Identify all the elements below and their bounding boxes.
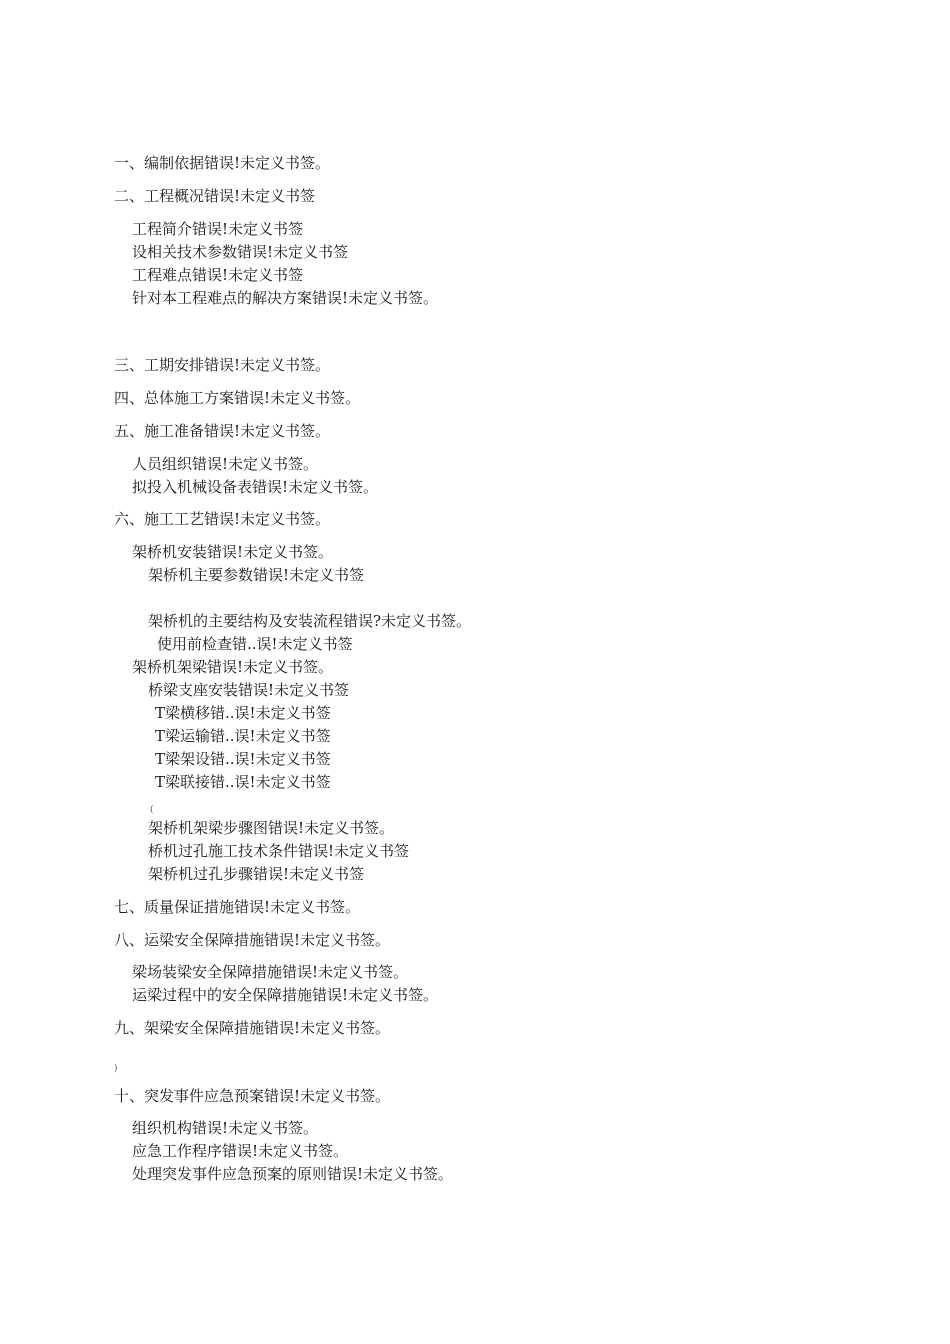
toc-entry: 三、工期安排错误!未定义书签。 — [114, 356, 331, 374]
toc-entry: 四、总体施工方案错误!未定义书签。 — [114, 389, 361, 407]
toc-entry: 处理突发事件应急预案的原则错误!未定义书签。 — [132, 1165, 454, 1183]
toc-entry: 工程难点错误!未定义书签 — [132, 266, 304, 284]
toc-entry: 七、质量保证措施错误!未定义书签。 — [114, 898, 361, 916]
toc-entry: 拟投入机械设备表错误!未定义书签。 — [132, 478, 379, 496]
stray-mark: ( — [150, 805, 154, 815]
toc-entry: 桥机过孔施工技术条件错误!未定义书签 — [148, 842, 410, 860]
toc-entry: 架桥机主要参数错误!未定义书签 — [148, 566, 365, 584]
toc-entry: 架桥机架梁步骤图错误!未定义书签。 — [148, 819, 395, 837]
toc-entry: 十、突发事件应急预案错误!未定义书签。 — [114, 1087, 391, 1105]
toc-entry: 架桥机架梁错误!未定义书签。 — [132, 658, 334, 676]
toc-entry: 五、施工准备错误!未定义书签。 — [114, 422, 331, 440]
toc-entry: T梁联接错..误!未定义书签 — [155, 773, 331, 791]
toc-entry: T梁运输错..误!未定义书签 — [155, 727, 331, 745]
toc-entry: 梁场装梁安全保障措施错误!未定义书签。 — [132, 963, 409, 981]
toc-entry: 人员组织错误!未定义书签。 — [132, 455, 319, 473]
toc-entry: 针对本工程难点的解决方案错误!未定义书签。 — [132, 289, 439, 307]
toc-entry: 应急工作程序错误!未定义书签。 — [132, 1142, 349, 1160]
toc-entry: 组织机构错误!未定义书签。 — [132, 1119, 319, 1137]
toc-entry: 运梁过程中的安全保障措施错误!未定义书签。 — [132, 986, 439, 1004]
toc-entry: 九、架梁安全保障措施错误!未定义书签。 — [114, 1019, 391, 1037]
toc-entry: 桥梁支座安装错误!未定义书签 — [148, 681, 350, 699]
toc-entry: 八、运梁安全保障措施错误!未定义书签。 — [114, 931, 391, 949]
toc-entry: 使用前检查错..误!未定义书签 — [157, 635, 353, 653]
toc-entry: 架桥机过孔步骤错误!未定义书签 — [148, 865, 365, 883]
stray-mark: ) — [114, 1064, 118, 1074]
toc-entry: 一、编制依据错误!未定义书签。 — [114, 154, 331, 172]
toc-entry: 工程简介错误!未定义书签 — [132, 220, 304, 238]
toc-entry: 架桥机的主要结构及安装流程错误?未定义书签。 — [148, 612, 472, 630]
toc-entry: 设相关技术参数错误!未定义书签 — [132, 243, 349, 261]
toc-entry: 架桥机安装错误!未定义书签。 — [132, 543, 334, 561]
toc-entry: T梁横移错..误!未定义书签 — [155, 704, 331, 722]
toc-entry: T梁架设错..误!未定义书签 — [155, 750, 331, 768]
toc-entry: 六、施工工艺错误!未定义书签。 — [114, 510, 331, 528]
toc-entry: 二、工程概况错误!未定义书签 — [114, 187, 316, 205]
